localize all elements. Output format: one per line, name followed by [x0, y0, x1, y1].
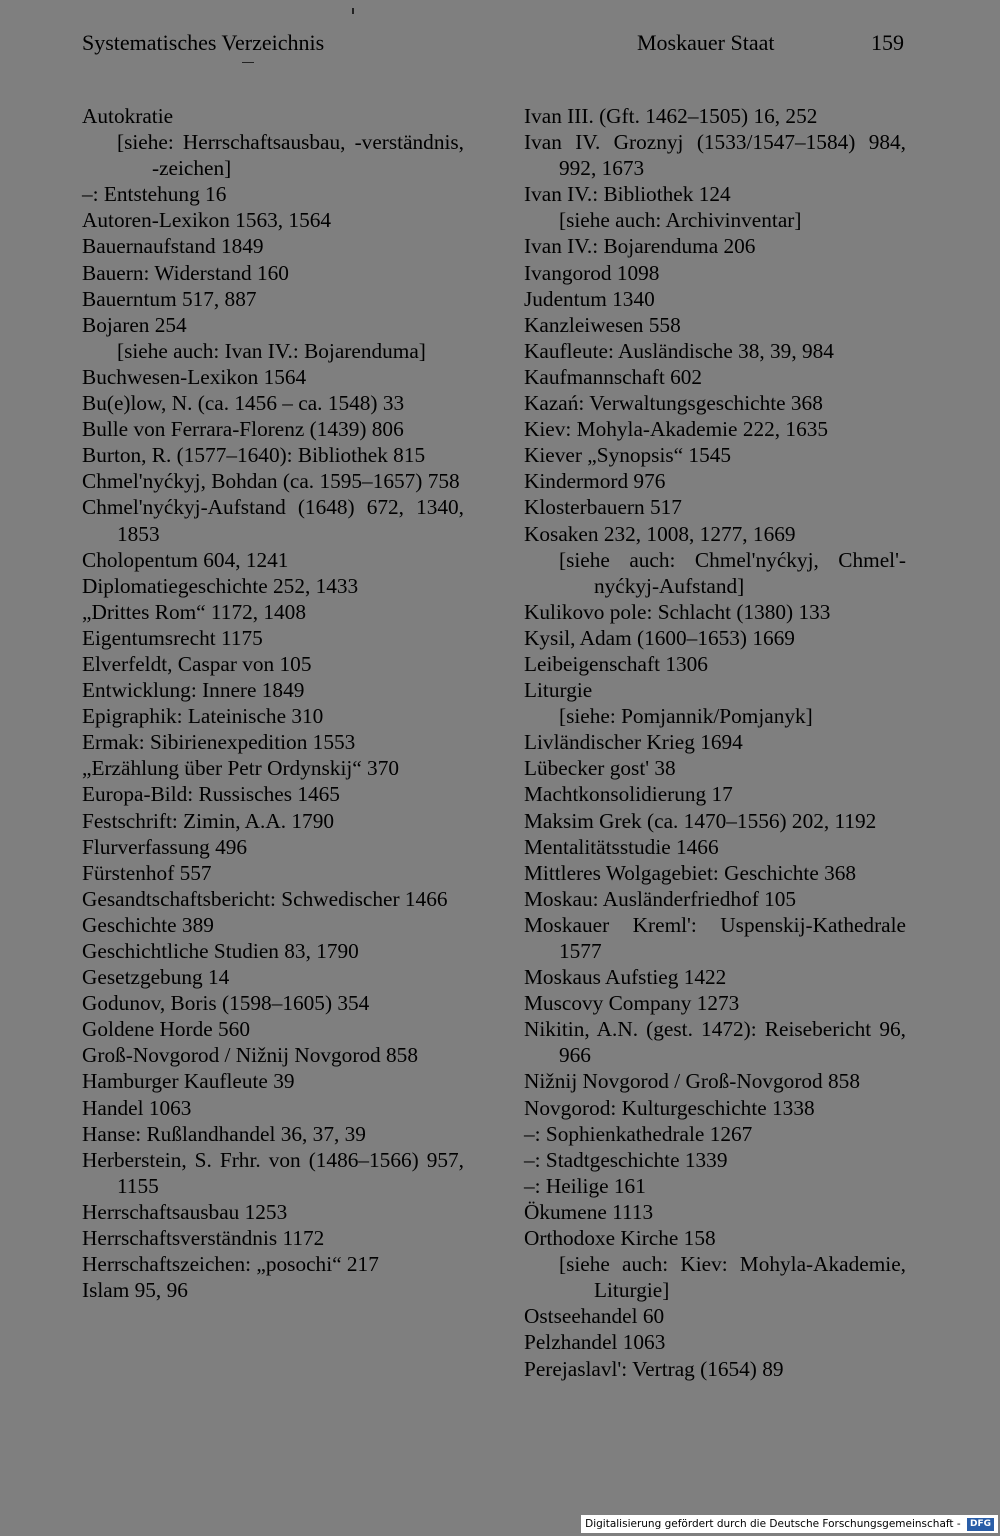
index-entry: Fürstenhof 557 — [82, 860, 212, 885]
index-entry: Kosaken 232, 1008, 1277, 1669 — [524, 521, 796, 546]
index-entry: Geschichte 389 — [82, 912, 214, 937]
index-entry: Moskaus Aufstieg 1422 — [524, 965, 727, 990]
index-entry: Kaufleute: Ausländische 38, 39, 984 — [524, 338, 834, 363]
index-entry: Burton, R. (1577–1640): Bibliothek 815 — [82, 443, 426, 468]
index-entry: Herrschaftsausbau 1253 — [82, 1199, 288, 1224]
index-entry: Nikitin, A.N. (gest. 1472): Reisebericht 96, 966 — [524, 1017, 906, 1068]
index-entry: Bulle von Ferrara-Florenz (1439) 806 — [82, 417, 404, 442]
index-entry: Elverfeldt, Caspar von 105 — [82, 651, 312, 676]
index-entry: Autokratie — [82, 104, 174, 128]
index-entry: Muscovy Company 1273 — [524, 991, 740, 1016]
index-entry: Ivan III. (Gft. 1462–1505) 16, 252 — [524, 104, 818, 128]
index-entry: Ivan IV.: Bibliothek 124 — [524, 182, 731, 207]
index-entry: Herberstein, S. Frhr. von (1486–1566) 957, 1155 — [82, 1147, 464, 1198]
index-entry: Ermak: Sibirienexpedition 1553 — [82, 730, 356, 755]
index-entry: Maksim Grek (ca. 1470–1556) 202, 1192 — [524, 808, 877, 833]
index-entry: Kanzleiwesen 558 — [524, 312, 681, 337]
index-cross-reference: [siehe auch: Ivan IV.: Bojarenduma] — [117, 338, 426, 363]
index-entry: Kiev: Mohyla-Akademie 222, 1635 — [524, 417, 829, 442]
index-entry: Bauern: Widerstand 160 — [82, 260, 289, 285]
index-entry: „Drittes Rom“ 1172, 1408 — [82, 599, 306, 624]
index-entry: Machtkonsolidierung 17 — [524, 782, 733, 807]
index-entry: Kulikovo pole: Schlacht (1380) 133 — [524, 599, 831, 624]
dfg-logo: DFG — [967, 1518, 994, 1531]
index-entry: Perejaslavl': Vertrag (1654) 89 — [524, 1356, 784, 1381]
index-entry: Flurverfassung 496 — [82, 834, 248, 859]
index-entry: Bu(e)low, N. (ca. 1456 – ca. 1548) 33 — [82, 391, 405, 416]
index-entry: Mentalitätsstudie 1466 — [524, 834, 719, 859]
index-entry: Lübecker gost' 38 — [524, 756, 676, 781]
index-entry: Europa-Bild: Russisches 1465 — [82, 782, 340, 807]
index-entry: Chmel'nyćkyj-Aufstand (1648) 672, 1340, 1853 — [82, 495, 464, 546]
index-entry: Ivan IV.: Bojarenduma 206 — [524, 234, 756, 259]
index-entry: Leibeigenschaft 1306 — [524, 651, 708, 676]
scan-speck — [352, 8, 354, 14]
index-entry: Festschrift: Zimin, A.A. 1790 — [82, 808, 335, 833]
index-entry: Moskau: Ausländerfriedhof 105 — [524, 886, 797, 911]
index-column-right — [524, 103, 906, 1382]
running-head — [82, 28, 904, 58]
index-entry: –: Sophienkathedrale 1267 — [524, 1121, 753, 1146]
index-entry: Herrschaftsverständnis 1172 — [82, 1226, 325, 1251]
index-entry: Ivangorod 1098 — [524, 260, 660, 285]
index-entry: Bojaren 254 — [82, 312, 187, 337]
index-cross-reference: [siehe auch: Chmel'nyćkyj, Chmel'-nyćkyj-Aufstand] — [559, 547, 906, 598]
index-column-left — [82, 103, 464, 1303]
index-entry: Buchwesen-Lexikon 1564 — [82, 364, 307, 389]
running-head-section: Systematisches Verzeichnis — [82, 30, 325, 55]
index-entry: –: Stadtgeschichte 1339 — [524, 1147, 728, 1172]
index-entry: Godunov, Boris (1598–1605) 354 — [82, 991, 370, 1016]
index-entry: Kaufmannschaft 602 — [524, 364, 703, 389]
index-entry: Kazań: Verwaltungsgeschichte 368 — [524, 391, 823, 416]
digitization-credit — [581, 1515, 998, 1533]
index-entry: Kindermord 976 — [524, 469, 666, 494]
index-entry: Ivan IV. Groznyj (1533/1547–1584) 984, 992, 1673 — [524, 130, 906, 181]
index-entry: Islam 95, 96 — [82, 1278, 188, 1303]
index-entry: Kysil, Adam (1600–1653) 1669 — [524, 625, 795, 650]
index-entry: Gesandtschaftsbericht: Schwedischer 1466 — [82, 886, 448, 911]
index-entry: Liturgie — [524, 678, 593, 703]
index-entry: –: Entstehung 16 — [82, 182, 227, 207]
index-entry: Diplomatiegeschichte 252, 1433 — [82, 573, 359, 598]
index-entry: Herrschaftszeichen: „posochi“ 217 — [82, 1252, 379, 1277]
index-entry: Pelzhandel 1063 — [524, 1330, 666, 1355]
index-entry: Hanse: Rußlandhandel 36, 37, 39 — [82, 1121, 366, 1146]
page-number: 159 — [871, 30, 904, 55]
index-entry: Geschichtliche Studien 83, 1790 — [82, 939, 359, 963]
index-entry: –: Heilige 161 — [524, 1173, 646, 1198]
index-entry: Groß-Novgorod / Nižnij Novgorod 858 — [82, 1043, 418, 1068]
index-cross-reference: [siehe auch: Kiev: Mohyla-Akademie, Liturgie] — [559, 1252, 906, 1303]
index-entry: Ostseehandel 60 — [524, 1304, 665, 1329]
index-entry: Klosterbauern 517 — [524, 495, 682, 520]
index-entry: Livländischer Krieg 1694 — [524, 730, 743, 755]
index-entry: Handel 1063 — [82, 1095, 192, 1120]
index-entry: Moskauer Kreml': Uspenskij-Kathedrale 1577 — [524, 912, 906, 963]
index-entry: Chmel'nyćkyj, Bohdan (ca. 1595–1657) 758 — [82, 469, 460, 494]
index-entry: Eigentumsrecht 1175 — [82, 625, 263, 650]
running-head-topic: Moskauer Staat — [637, 30, 775, 55]
index-entry: Epigraphik: Lateinische 310 — [82, 704, 324, 729]
index-entry: Novgorod: Kulturgeschichte 1338 — [524, 1095, 815, 1120]
index-entry: Judentum 1340 — [524, 286, 655, 311]
index-entry: Hamburger Kaufleute 39 — [82, 1069, 295, 1094]
index-entry: „Erzählung über Petr Ordynskij“ 370 — [82, 756, 399, 781]
scan-speck — [242, 62, 254, 63]
index-entry: Gesetzgebung 14 — [82, 965, 230, 990]
index-entry: Bauerntum 517, 887 — [82, 286, 257, 311]
digitization-credit-text: Digitalisierung gefördert durch die Deutsche Forschungsgemeinschaft - — [585, 1518, 961, 1530]
index-entry: Autoren-Lexikon 1563, 1564 — [82, 208, 332, 233]
index-entry: Entwicklung: Innere 1849 — [82, 678, 305, 703]
index-entry: Kiever „Synopsis“ 1545 — [524, 443, 732, 468]
index-entry: Goldene Horde 560 — [82, 1017, 250, 1042]
index-entry: Orthodoxe Kirche 158 — [524, 1226, 716, 1251]
index-entry: Mittleres Wolgagebiet: Geschichte 368 — [524, 860, 857, 885]
index-cross-reference: [siehe: Herrschaftsausbau, -verständnis, -zeichen] — [117, 130, 464, 181]
index-cross-reference: [siehe auch: Archivinventar] — [559, 208, 802, 233]
index-entry: Nižnij Novgorod / Groß-Novgorod 858 — [524, 1069, 860, 1094]
index-entry: Bauernaufstand 1849 — [82, 234, 264, 259]
index-entry: Ökumene 1113 — [524, 1199, 654, 1224]
index-entry: Cholopentum 604, 1241 — [82, 547, 289, 572]
index-cross-reference: [siehe: Pomjannik/Pomjanyk] — [559, 704, 813, 729]
